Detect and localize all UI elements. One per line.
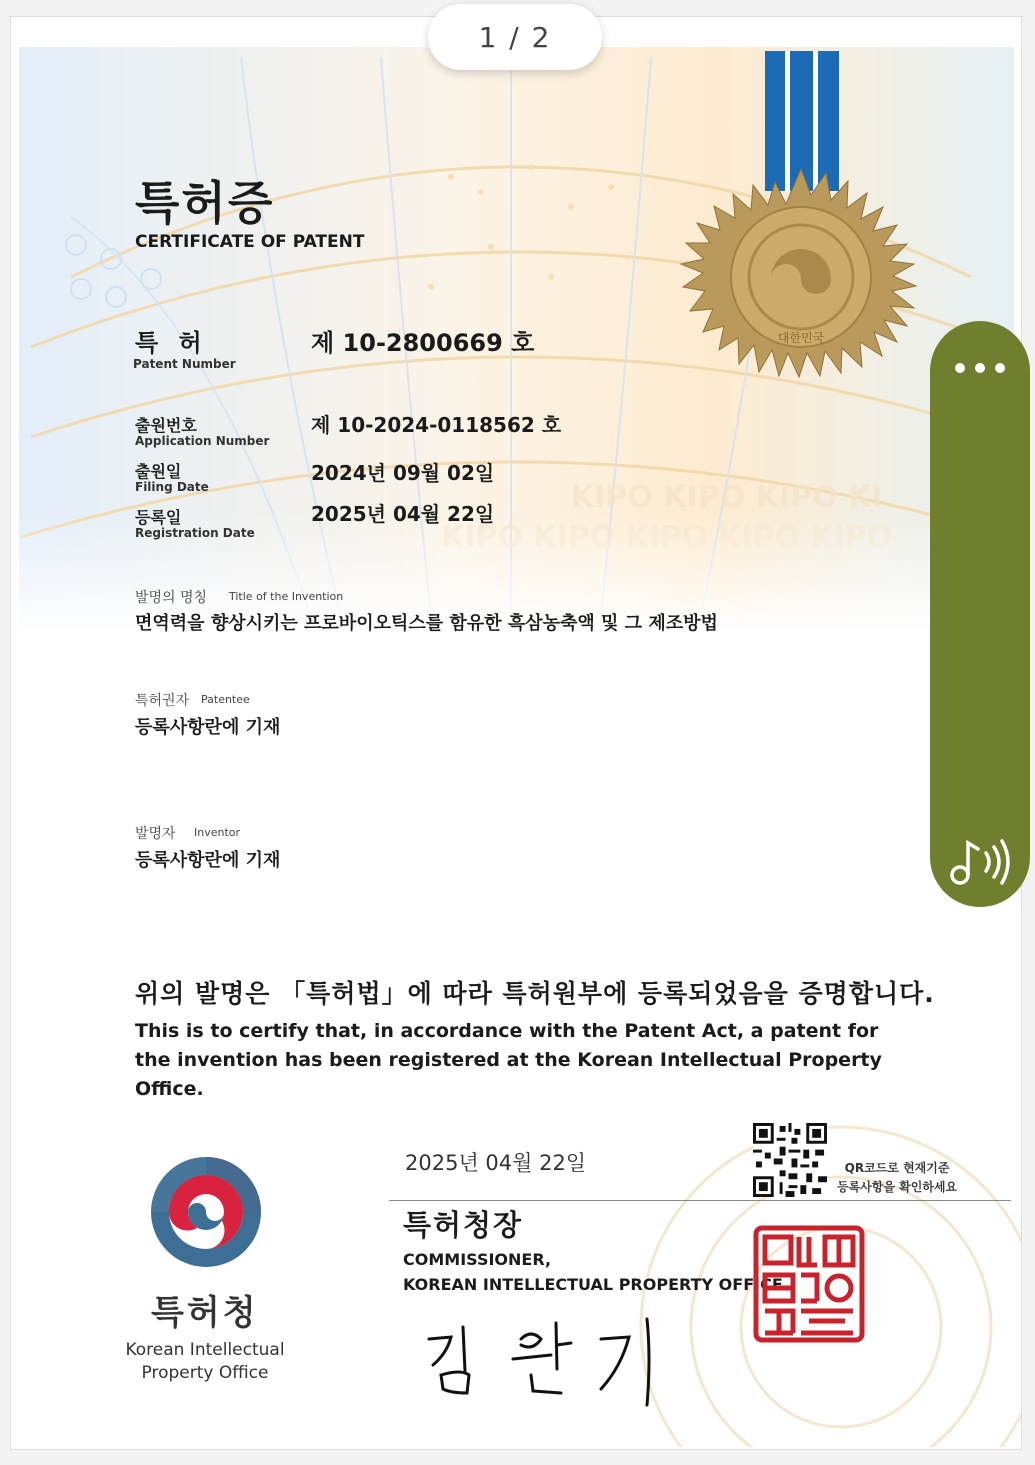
- patent-number-value: 제 10-2800669 호: [311, 329, 535, 357]
- commissioner-signature: [421, 1309, 671, 1409]
- filing-date-label-english: Filing Date: [135, 480, 209, 494]
- office-name-english: [115, 1339, 295, 1385]
- commissioner-title-english: [403, 1247, 783, 1297]
- certificate-title-english: CERTIFICATE OF PATENT: [135, 232, 365, 252]
- page-indicator: 1 / 2: [428, 4, 602, 70]
- invention-title-label-korean: 발명의 명칭: [135, 590, 208, 606]
- registration-date-value: 2025년 04월 22일: [311, 502, 495, 526]
- music-note-icon[interactable]: [948, 835, 1012, 889]
- office-name-line2: Property Office: [141, 1363, 269, 1383]
- application-number-label-english: Application Number: [135, 434, 270, 448]
- gold-medal-seal: [671, 47, 931, 427]
- patent-number-label-korean: 특 허: [135, 329, 208, 357]
- certificate-page: [10, 16, 1022, 1450]
- certification-statement-korean: 위의 발명은 「특허법」에 따라 특허원부에 등록되었음을 증명합니다.: [135, 979, 935, 1008]
- registration-date-label-korean: 등록일: [135, 508, 182, 527]
- qr-instruction-line1: QR코드로 현재기준: [844, 1161, 950, 1175]
- registration-date-label-english: Registration Date: [135, 526, 255, 540]
- inventor-value: 등록사항란에 기재: [135, 850, 281, 871]
- medal-inscription: 대한민국: [777, 331, 825, 345]
- patentee-label-korean: 특허권자: [135, 693, 190, 709]
- inventor-label-english: Inventor: [194, 826, 241, 839]
- certificate-title-korean: 특허증: [135, 176, 275, 230]
- divider-line: [389, 1200, 1011, 1201]
- kipo-logo-icon: [147, 1153, 265, 1271]
- patentee-value: 등록사항란에 기재: [135, 717, 281, 738]
- invention-title-value: 면역력을 향상시키는 프로바이오틱스를 함유한 흑삼농축액 및 그 제조방법: [135, 613, 718, 634]
- qr-code[interactable]: [753, 1123, 827, 1197]
- floating-side-panel: [930, 321, 1030, 907]
- qr-instruction: [837, 1159, 957, 1197]
- commissioner-title-korean: 특허청장: [403, 1208, 524, 1242]
- issue-date: 2025년 04월 22일: [405, 1151, 587, 1175]
- patent-number-label-english: Patent Number: [133, 357, 236, 371]
- commissioner-title-line2: KOREAN INTELLECTUAL PROPERTY OFFICE: [403, 1275, 783, 1294]
- application-number-value: 제 10-2024-0118562 호: [311, 413, 562, 437]
- commissioner-title-line1: COMMISSIONER,: [403, 1250, 552, 1269]
- patentee-label-english: Patentee: [201, 693, 250, 706]
- certification-statement-english: This is to certify that, in accordance with the Patent Act, a patent for the invention has been registered at the Korean Intellectual Property Office.: [135, 1020, 882, 1100]
- official-red-seal: [753, 1225, 865, 1343]
- office-name-korean: 특허청: [151, 1293, 259, 1333]
- inventor-label-korean: 발명자: [135, 826, 176, 842]
- more-dots-icon[interactable]: [952, 359, 1008, 377]
- filing-date-label-korean: 출원일: [135, 462, 182, 481]
- filing-date-value: 2024년 09월 02일: [311, 461, 495, 485]
- office-name-line1: Korean Intellectual: [125, 1340, 285, 1360]
- application-number-label-korean: 출원번호: [135, 416, 197, 435]
- qr-instruction-line2: 등록사항을 확인하세요: [837, 1180, 958, 1194]
- invention-title-label-english: Title of the Invention: [229, 590, 344, 603]
